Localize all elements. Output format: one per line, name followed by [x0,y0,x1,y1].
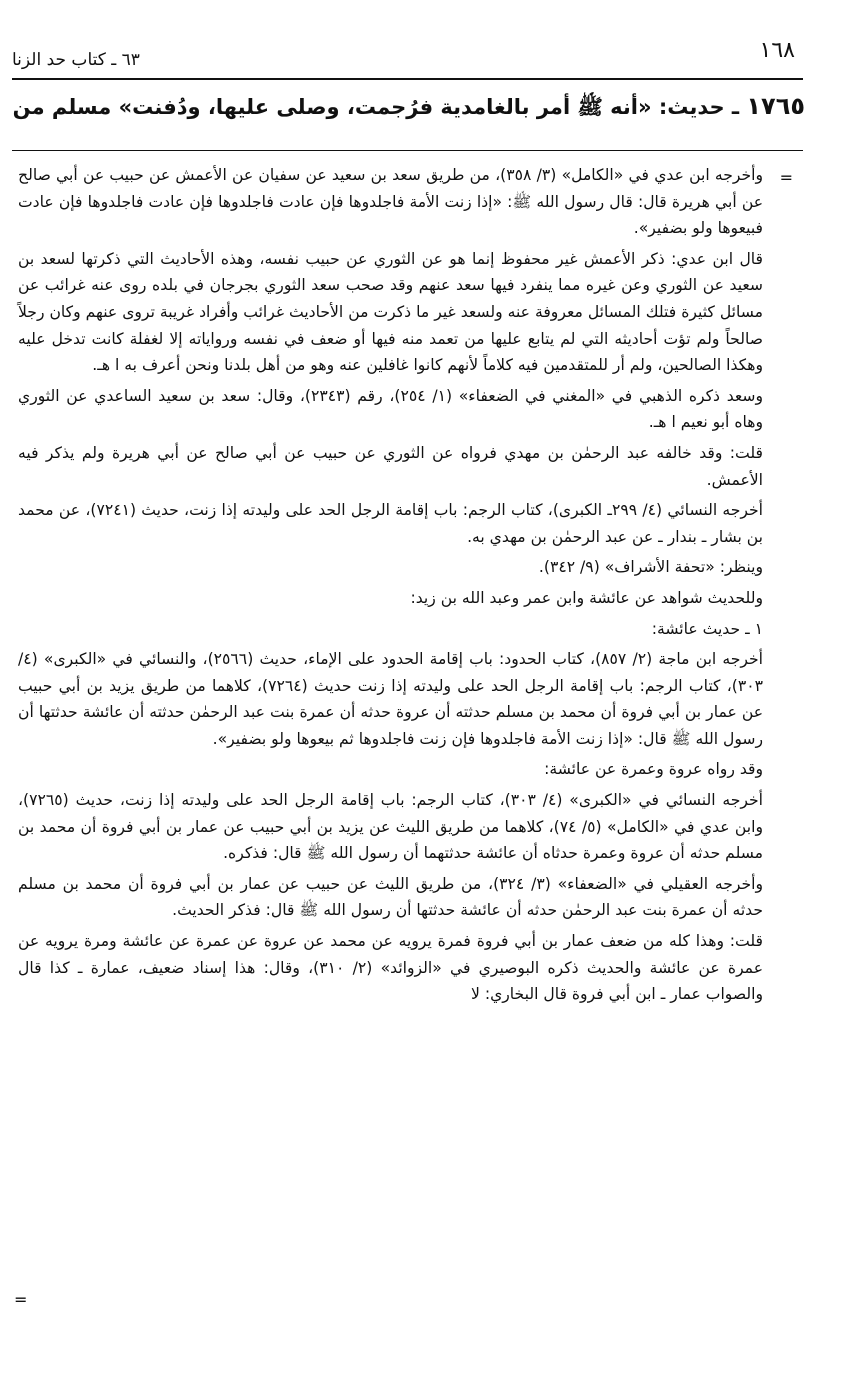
hadith-number: ١٧٦٥ [746,92,805,120]
continuation-mark-end: = [14,1290,28,1309]
continuation-mark: = [779,168,793,187]
footnote-paragraph: أخرجه النسائي (٤/ ٢٩٩ـ الكبرى)، كتاب الرجم: باب إقامة الرجل الحد على وليدته إذا زنت، حديث (٧٢٤١)، عن محمد بن بشار ـ بندار ـ عن عبد الرحمٰن بن مهدي به. [18,501,763,546]
footnote-paragraph: وللحديث شواهد عن عائشة وابن عمر وعبد الله بن زيد: [410,588,763,607]
footnote-paragraph: وسعد ذكره الذهبي في «المغني في الضعفاء» (١/ ٢٥٤)، رقم (٢٣٤٣)، وقال: سعد بن سعيد الساعدي عن الثوري وهاه أبو نعيم ا هـ. [18,386,763,432]
hadith-heading [12,92,805,125]
footnote-paragraph: قال ابن عدي: ذكر الأعمش غير محفوظ إنما هو عن الثوري عن حبيب نفسه، وهذه الأحاديث التي ذكرتها لسعد بن سعيد عن الثوري وعن غيره مما ينفرد فيها سعد عنهم وقد صحب سعد الثوري بجرجان في بلده روى عنه غرائب عن مسائل كثيرة فتلك المسائل معروفة عنه ولسعد غير ما ذكرت من الأحاديث غرائب وأفراد غريبة تروى عنهم وكان رجلاً صالحاً ولم تؤت أحاديثه التي لم يتابع عليها من تعمد منه فيها أو ضعف في نفسه ورواياته إلا لغفلة كانت تدخل عليه وهكذا الصالحين، ولم أر للمتقدمين فيه كلاماً لأنهم كانوا غافلين عنه وهو من أهل بلدنا ونحن أعرف به ا هـ. [18,249,763,375]
footnote-paragraph: قلت: وقد خالفه عبد الرحمٰن بن مهدي فرواه عن الثوري عن حبيب عن أبي صالح عن أبي هريرة ولم يذكر فيه الأعمش. [18,443,763,489]
footnote-paragraph: وينظر: «تحفة الأشراف» (٩/ ٣٤٢). [538,558,763,577]
footnote-paragraph: أخرجه ابن ماجة (٢/ ٨٥٧)، كتاب الحدود: باب إقامة الحدود على الإماء، حديث (٢٥٦٦)، والنسائي في «الكبرى» (٤/ ٣٠٣)، كتاب الرجم: باب إقامة الرجل الحد على وليدته إذا زنت حديث (٧٢٦٤)، كلاهما من طريق يزيد بن أبي حبيب عن عمار بن أبي فروة أن محمد بن مسلم حدثته أن عروة حدثه أن عمرة بنت عبد الرحمٰن حدثته أن عائشة حدثتها أن رسول الله ﷺ قال: «إذا زنت الأمة فاجلدوها فإن زنت فاجلدوها ثم بيعوها ولو بضفير». [18,650,764,748]
footnote-paragraph: أخرجه النسائي في «الكبرى» (٤/ ٣٠٣)، كتاب الرجم: باب إقامة الرجل الحد على وليدته إذا زنت، حديث (٧٢٦٥)، وابن عدي في «الكامل» (٥/ ٧٤)، كلاهما من طريق الليث عن يزيد بن أبي حبيب عن عمار بن أبي فروة أن محمد بن مسلم حدثه أن عروة وعمرة حدثاه أن عائشة حدثتهما أن رسول الله ﷺ قال: فذكره. [18,791,763,863]
header-rule [12,78,803,80]
footnote-paragraph: وقد رواه عروة وعمرة عن عائشة: [544,760,763,779]
footnote-paragraph: قلت: وهذا كله من ضعف عمار بن أبي فروة فمرة يرويه عن محمد عن عروة عن عمرة عن عائشة ومرة يرويه عن عمرة عن عائشة والحديث ذكره البوصيري في «الزوائد» (٢/ ٣١٠)، وقال: هذا إسناد ضعيف، عمارة ـ كذا قال والصواب عمار ـ ابن أبي فروة قال البخاري: لا [18,932,763,1004]
page-number: ١٦٨ [759,38,795,63]
footnote-paragraph: ١ ـ حديث عائشة: [651,619,763,638]
footnote-body [18,162,763,1012]
footnote-paragraph: وأخرجه ابن عدي في «الكامل» (٣/ ٣٥٨)، من طريق سعد بن سعيد عن سفيان عن الأعمش عن حبيب عن أبي صالح عن أبي هريرة قال: قال رسول الله ﷺ: «إذا زنت الأمة فاجلدوها فإن عادت فاجلدوها فإن عادت فاجلدوها فإن عادت فبيعوها ولو بضفير». [18,166,764,238]
footnote-rule [12,150,803,151]
running-title: ٦٣ ـ كتاب حد الزنا [12,50,140,70]
hadith-text: ـ حديث: «أنه ﷺ أمر بالغامدية فرُجمت، وصلى عليها، ودُفنت» مسلم من [12,95,740,119]
footnote-paragraph: وأخرجه العقيلي في «الضعفاء» (٣/ ٣٢٤)، من طريق الليث عن حبيب عن عمار بن أبي فروة أن محمد بن مسلم حدثه أن عمرة بنت عبد الرحمٰن حدثه أن عائشة حدثتها أن رسول الله ﷺ قال: فذكر الحديث. [18,874,763,920]
